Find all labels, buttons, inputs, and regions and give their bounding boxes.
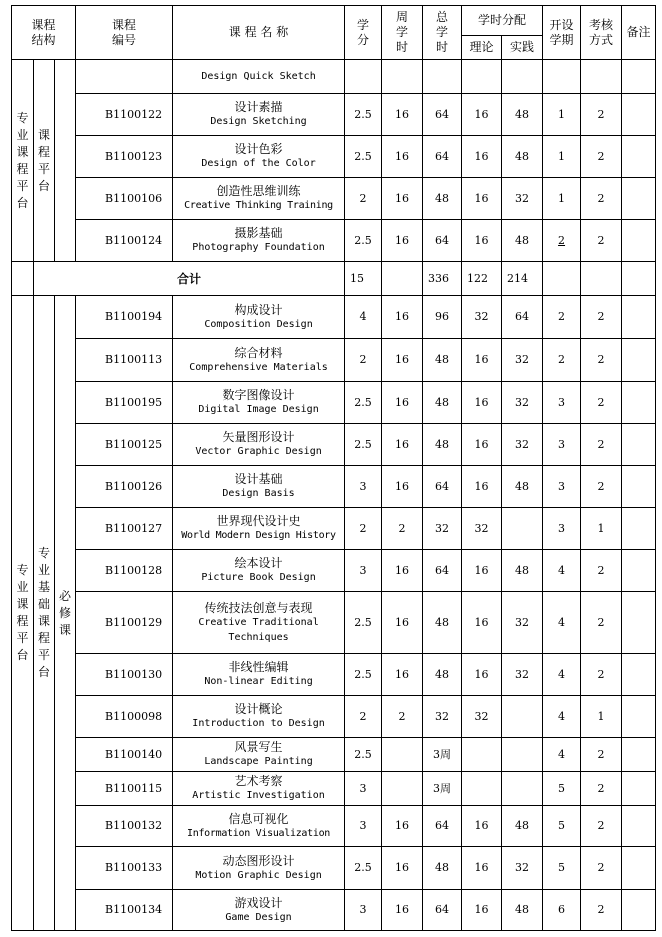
- table-row: [12, 296, 656, 339]
- credit-cell: 3: [345, 466, 382, 508]
- course-code: B1100126: [76, 466, 173, 508]
- course-name-en: Design Sketching: [210, 116, 307, 127]
- course-name-en: Digital Image Design: [198, 404, 319, 415]
- header-name: 课 程 名 称: [173, 6, 345, 60]
- theory-hours-cell: 16: [462, 592, 502, 654]
- subtotal-assessment: [581, 262, 622, 296]
- course-name-zh: 信息可视化: [228, 811, 289, 826]
- semester-cell: 3: [543, 466, 581, 508]
- credit-cell: [345, 60, 382, 94]
- structure-platform-bottom: [12, 296, 34, 931]
- assessment-cell: 2: [581, 178, 622, 220]
- table-row: [12, 60, 656, 94]
- remarks-cell: [622, 654, 656, 696]
- weekly-hours-cell: 16: [382, 890, 423, 931]
- weekly-hours-cell: 16: [382, 654, 423, 696]
- theory-hours-cell: 32: [462, 696, 502, 738]
- course-code: B1100127: [76, 508, 173, 550]
- remarks-cell: [622, 696, 656, 738]
- course-name-zh: 创造性思维训练: [216, 184, 301, 198]
- semester-cell: 3: [543, 424, 581, 466]
- table-body: [12, 6, 656, 931]
- total-hours-cell: 64: [423, 136, 462, 178]
- table-row: [12, 508, 656, 550]
- semester-cell: 2: [543, 220, 581, 262]
- table-row: [12, 696, 656, 738]
- semester-cell: 1: [543, 94, 581, 136]
- weekly-hours-cell: 2: [382, 508, 423, 550]
- semester-cell: 6: [543, 890, 581, 931]
- weekly-hours-cell: 16: [382, 806, 423, 847]
- table-row: [12, 772, 656, 806]
- semester-cell: 3: [543, 508, 581, 550]
- assessment-cell: 2: [581, 466, 622, 508]
- practice-hours-cell: 32: [502, 847, 543, 890]
- subtotal-semester: [543, 262, 581, 296]
- course-code: B1100195: [76, 382, 173, 424]
- weekly-hours-cell: 16: [382, 94, 423, 136]
- total-hours-cell: 64: [423, 220, 462, 262]
- total-hours-cell: 48: [423, 382, 462, 424]
- course-code: B1100106: [76, 178, 173, 220]
- header-assessment: 考核 方式: [581, 6, 622, 60]
- course-name-en: Landscape Painting: [204, 756, 313, 767]
- course-name-cell: [173, 847, 345, 890]
- practice-hours-cell: [502, 60, 543, 94]
- weekly-hours-cell: 16: [382, 136, 423, 178]
- course-code: B1100133: [76, 847, 173, 890]
- practice-hours-cell: [502, 738, 543, 772]
- table-row: [12, 806, 656, 847]
- course-name-zh: 数字图像设计: [222, 388, 295, 402]
- course-name-en: Design Basis: [222, 488, 295, 499]
- structure-blank-cell: [55, 60, 76, 262]
- assessment-cell: 1: [581, 508, 622, 550]
- weekly-hours-cell: [382, 772, 423, 806]
- remarks-cell: [622, 296, 656, 339]
- remarks-cell: [622, 847, 656, 890]
- assessment-cell: 2: [581, 738, 622, 772]
- total-hours-cell: 3周: [423, 738, 462, 772]
- course-code: B1100098: [76, 696, 173, 738]
- course-code: B1100134: [76, 890, 173, 931]
- total-hours-cell: 64: [423, 550, 462, 592]
- vertical-label-text: 课 程 平 台: [37, 127, 50, 193]
- structure-basic-platform: [34, 296, 55, 931]
- course-name-cell: [173, 508, 345, 550]
- course-name-cell: [173, 592, 345, 654]
- credit-cell: 2.5: [345, 592, 382, 654]
- total-hours-cell: 48: [423, 424, 462, 466]
- table-row: [12, 847, 656, 890]
- weekly-hours-cell: 16: [382, 847, 423, 890]
- practice-hours-cell: 48: [502, 220, 543, 262]
- remarks-cell: [622, 136, 656, 178]
- semester-cell: 4: [543, 550, 581, 592]
- course-name-en: Comprehensive Materials: [189, 361, 328, 373]
- course-name-cell: [173, 178, 345, 220]
- header-code: 课程 编号: [76, 6, 173, 60]
- remarks-cell: [622, 424, 656, 466]
- remarks-cell: [622, 220, 656, 262]
- theory-hours-cell: [462, 738, 502, 772]
- credit-cell: 2.5: [345, 220, 382, 262]
- curriculum-table: [11, 5, 656, 931]
- total-hours-cell: 48: [423, 847, 462, 890]
- table-row: [12, 94, 656, 136]
- course-name-zh: 风景写生: [234, 740, 283, 754]
- course-name-zh: 设计基础: [234, 472, 283, 486]
- practice-hours-cell: 48: [502, 466, 543, 508]
- weekly-hours-cell: [382, 60, 423, 94]
- course-code: B1100125: [76, 424, 173, 466]
- total-hours-cell: 64: [423, 466, 462, 508]
- remarks-cell: [622, 592, 656, 654]
- course-name-zh: 设计素描: [234, 100, 283, 114]
- course-name-en: Creative Traditional: [198, 616, 319, 628]
- course-name-cell: [173, 339, 345, 382]
- course-name-en: Introduction to Design: [192, 718, 325, 729]
- assessment-cell: 2: [581, 136, 622, 178]
- header-structure: 课程 结构: [12, 6, 76, 60]
- course-name-en: Creative Thinking Training: [184, 200, 333, 211]
- course-name-cell: [173, 550, 345, 592]
- course-code: B1100124: [76, 220, 173, 262]
- practice-hours-cell: 32: [502, 178, 543, 220]
- semester-cell: 5: [543, 847, 581, 890]
- remarks-cell: [622, 60, 656, 94]
- course-name-zh: 设计色彩: [234, 142, 283, 156]
- header-remarks: 备注: [622, 6, 656, 60]
- course-name-cell: [173, 738, 345, 772]
- course-name-cell: [173, 466, 345, 508]
- semester-cell: 4: [543, 738, 581, 772]
- credit-cell: 3: [345, 806, 382, 847]
- course-name-en: Picture Book Design: [201, 572, 316, 583]
- total-hours-cell: 32: [423, 696, 462, 738]
- total-hours-cell: 48: [423, 339, 462, 382]
- practice-hours-cell: 48: [502, 94, 543, 136]
- course-name-en: Design Quick Sketch: [201, 71, 316, 82]
- theory-hours-cell: 16: [462, 890, 502, 931]
- remarks-cell: [622, 94, 656, 136]
- assessment-cell: 2: [581, 654, 622, 696]
- weekly-hours-cell: 16: [382, 466, 423, 508]
- vertical-label-text: 专 业 基 础 课 程 平 台: [37, 546, 50, 679]
- course-name-en: World Modern Design History: [181, 530, 336, 541]
- credit-cell: 2.5: [345, 382, 382, 424]
- theory-hours-cell: 32: [462, 508, 502, 550]
- total-hours-cell: 48: [423, 654, 462, 696]
- assessment-cell: 2: [581, 890, 622, 931]
- remarks-cell: [622, 466, 656, 508]
- assessment-cell: 2: [581, 592, 622, 654]
- weekly-hours-cell: 16: [382, 550, 423, 592]
- theory-hours-cell: 16: [462, 339, 502, 382]
- table-row: [12, 466, 656, 508]
- header-credit: 学 分: [345, 6, 382, 60]
- theory-hours-cell: 16: [462, 424, 502, 466]
- semester-cell: 2: [543, 339, 581, 382]
- practice-hours-cell: 32: [502, 424, 543, 466]
- practice-hours-cell: 48: [502, 550, 543, 592]
- credit-cell: 2.5: [345, 94, 382, 136]
- course-name-cell: [173, 296, 345, 339]
- theory-hours-cell: 16: [462, 806, 502, 847]
- semester-cell: [543, 60, 581, 94]
- credit-cell: 2.5: [345, 654, 382, 696]
- table-row: [12, 592, 656, 654]
- semester-cell: 4: [543, 654, 581, 696]
- course-name-en: Vector Graphic Design: [195, 446, 322, 457]
- course-code: B1100130: [76, 654, 173, 696]
- subtotal-total: 336: [423, 262, 462, 296]
- total-hours-cell: 64: [423, 94, 462, 136]
- weekly-hours-cell: 16: [382, 592, 423, 654]
- header-practice: 实践: [502, 36, 543, 60]
- structure-course-platform: [34, 60, 55, 262]
- total-hours-cell: 96: [423, 296, 462, 339]
- subtotal-weekly: [382, 262, 423, 296]
- weekly-hours-cell: 16: [382, 339, 423, 382]
- practice-hours-cell: [502, 772, 543, 806]
- theory-hours-cell: 16: [462, 220, 502, 262]
- subtotal-structure-cell: [12, 262, 34, 296]
- total-hours-cell: 32: [423, 508, 462, 550]
- semester-cell: 4: [543, 592, 581, 654]
- theory-hours-cell: [462, 772, 502, 806]
- practice-hours-cell: 32: [502, 592, 543, 654]
- header-weekly-hours: 周 学 时: [382, 6, 423, 60]
- practice-hours-cell: 48: [502, 806, 543, 847]
- course-name-zh: 艺术考察: [234, 774, 283, 788]
- credit-cell: 4: [345, 296, 382, 339]
- theory-hours-cell: 32: [462, 296, 502, 339]
- total-hours-cell: 64: [423, 806, 462, 847]
- header-total-hours: 总 学 时: [423, 6, 462, 60]
- course-name-en: Artistic Investigation: [192, 790, 325, 801]
- subtotal-theory: 122: [462, 262, 502, 296]
- table-row: [12, 890, 656, 931]
- theory-hours-cell: 16: [462, 136, 502, 178]
- structure-platform-top: [12, 60, 34, 262]
- weekly-hours-cell: 16: [382, 424, 423, 466]
- course-name-zh: 游戏设计: [234, 895, 283, 910]
- course-code: [76, 60, 173, 94]
- theory-hours-cell: 16: [462, 382, 502, 424]
- vertical-label-text: 必 修 课: [59, 588, 72, 637]
- subtotal-label: 合计: [34, 262, 345, 296]
- assessment-cell: 2: [581, 94, 622, 136]
- course-name-cell: [173, 696, 345, 738]
- credit-cell: 2: [345, 508, 382, 550]
- course-name-cell: [173, 890, 345, 931]
- weekly-hours-cell: [382, 738, 423, 772]
- assessment-cell: 2: [581, 296, 622, 339]
- course-name-en: Composition Design: [204, 318, 313, 330]
- course-code: B1100123: [76, 136, 173, 178]
- remarks-cell: [622, 806, 656, 847]
- table-row: [12, 339, 656, 382]
- remarks-cell: [622, 890, 656, 931]
- assessment-cell: 2: [581, 424, 622, 466]
- total-hours-cell: [423, 60, 462, 94]
- credit-cell: 2.5: [345, 847, 382, 890]
- credit-cell: 3: [345, 772, 382, 806]
- theory-hours-cell: 16: [462, 466, 502, 508]
- assessment-cell: [581, 60, 622, 94]
- subtotal-practice: 214: [502, 262, 543, 296]
- weekly-hours-cell: 2: [382, 696, 423, 738]
- vertical-label-text: 专 业 课 程 平 台: [16, 110, 29, 210]
- total-hours-cell: 64: [423, 890, 462, 931]
- practice-hours-cell: 64: [502, 296, 543, 339]
- remarks-cell: [622, 178, 656, 220]
- semester-cell: 1: [543, 178, 581, 220]
- weekly-hours-cell: 16: [382, 220, 423, 262]
- table-row: [12, 136, 656, 178]
- course-name-cell: [173, 136, 345, 178]
- assessment-cell: 2: [581, 220, 622, 262]
- credit-cell: 3: [345, 550, 382, 592]
- course-name-en: Non-linear Editing: [204, 676, 313, 687]
- table-row: [12, 654, 656, 696]
- course-code: B1100115: [76, 772, 173, 806]
- course-name-zh: 摄影基础: [234, 226, 283, 240]
- remarks-cell: [622, 772, 656, 806]
- course-name-zh: 构成设计: [234, 302, 283, 317]
- course-name-en: Design of the Color: [201, 158, 316, 169]
- semester-cell: 4: [543, 696, 581, 738]
- theory-hours-cell: 16: [462, 178, 502, 220]
- course-name-en-line2: Techniques: [228, 631, 289, 643]
- semester-cell: 3: [543, 382, 581, 424]
- weekly-hours-cell: 16: [382, 382, 423, 424]
- course-name-cell: [173, 424, 345, 466]
- theory-hours-cell: 16: [462, 847, 502, 890]
- semester-cell: 5: [543, 806, 581, 847]
- credit-cell: 2: [345, 178, 382, 220]
- total-hours-cell: 3周: [423, 772, 462, 806]
- course-name-en: Photography Foundation: [192, 242, 325, 253]
- remarks-cell: [622, 550, 656, 592]
- assessment-cell: 2: [581, 382, 622, 424]
- subtotal-remarks: [622, 262, 656, 296]
- assessment-cell: 2: [581, 806, 622, 847]
- remarks-cell: [622, 738, 656, 772]
- course-name-cell: [173, 220, 345, 262]
- credit-cell: 2.5: [345, 738, 382, 772]
- assessment-cell: 2: [581, 847, 622, 890]
- practice-hours-cell: 48: [502, 136, 543, 178]
- credit-cell: 2: [345, 339, 382, 382]
- table-row: [12, 220, 656, 262]
- practice-hours-cell: 32: [502, 382, 543, 424]
- theory-hours-cell: 16: [462, 94, 502, 136]
- course-name-zh: 矢量图形设计: [222, 430, 295, 444]
- practice-hours-cell: 48: [502, 890, 543, 931]
- vertical-label-text: 专 业 课 程 平 台: [16, 563, 29, 662]
- course-code: B1100128: [76, 550, 173, 592]
- total-hours-cell: 48: [423, 178, 462, 220]
- remarks-cell: [622, 339, 656, 382]
- course-name-zh: 传统技法创意与表现: [204, 600, 313, 615]
- theory-hours-cell: 16: [462, 654, 502, 696]
- practice-hours-cell: 32: [502, 654, 543, 696]
- course-name-cell: [173, 60, 345, 94]
- assessment-cell: 2: [581, 339, 622, 382]
- assessment-cell: 1: [581, 696, 622, 738]
- semester-cell: 5: [543, 772, 581, 806]
- course-code: B1100132: [76, 806, 173, 847]
- header-semester: 开设 学期: [543, 6, 581, 60]
- remarks-cell: [622, 508, 656, 550]
- course-name-cell: [173, 94, 345, 136]
- semester-cell: 2: [543, 296, 581, 339]
- credit-cell: 2.5: [345, 136, 382, 178]
- table-row: [12, 424, 656, 466]
- theory-hours-cell: [462, 60, 502, 94]
- weekly-hours-cell: 16: [382, 178, 423, 220]
- credit-cell: 3: [345, 890, 382, 931]
- course-name-zh: 综合材料: [234, 345, 283, 360]
- subtotal-row: [12, 262, 656, 296]
- assessment-cell: 2: [581, 772, 622, 806]
- remarks-cell: [622, 382, 656, 424]
- header-hours-distribution: 学时分配: [462, 6, 543, 36]
- table-row: [12, 382, 656, 424]
- total-hours-cell: 48: [423, 592, 462, 654]
- course-name-zh: 动态图形设计: [222, 853, 295, 868]
- table-row: [12, 178, 656, 220]
- course-name-cell: [173, 382, 345, 424]
- course-name-en: Game Design: [225, 911, 292, 923]
- course-name-zh: 设计概论: [234, 702, 283, 716]
- course-name-zh: 非线性编辑: [228, 660, 289, 674]
- course-code: B1100194: [76, 296, 173, 339]
- course-name-zh: 世界现代设计史: [216, 514, 301, 528]
- assessment-cell: 2: [581, 550, 622, 592]
- weekly-hours-cell: 16: [382, 296, 423, 339]
- practice-hours-cell: [502, 696, 543, 738]
- theory-hours-cell: 16: [462, 550, 502, 592]
- course-name-zh: 绘本设计: [234, 556, 283, 570]
- course-code: B1100113: [76, 339, 173, 382]
- practice-hours-cell: 32: [502, 339, 543, 382]
- course-name-en: Information Visualization: [187, 827, 331, 839]
- credit-cell: 2: [345, 696, 382, 738]
- table-row: [12, 550, 656, 592]
- semester-cell: 1: [543, 136, 581, 178]
- practice-hours-cell: [502, 508, 543, 550]
- course-name-cell: [173, 806, 345, 847]
- course-name-en: Motion Graphic Design: [195, 869, 322, 881]
- table-row: [12, 738, 656, 772]
- course-name-cell: [173, 654, 345, 696]
- course-code: B1100129: [76, 592, 173, 654]
- course-code: B1100140: [76, 738, 173, 772]
- course-name-cell: [173, 772, 345, 806]
- header-theory: 理论: [462, 36, 502, 60]
- structure-required: [55, 296, 76, 931]
- header-row: [12, 6, 656, 36]
- credit-cell: 2.5: [345, 424, 382, 466]
- course-code: B1100122: [76, 94, 173, 136]
- subtotal-credit: 15: [345, 262, 382, 296]
